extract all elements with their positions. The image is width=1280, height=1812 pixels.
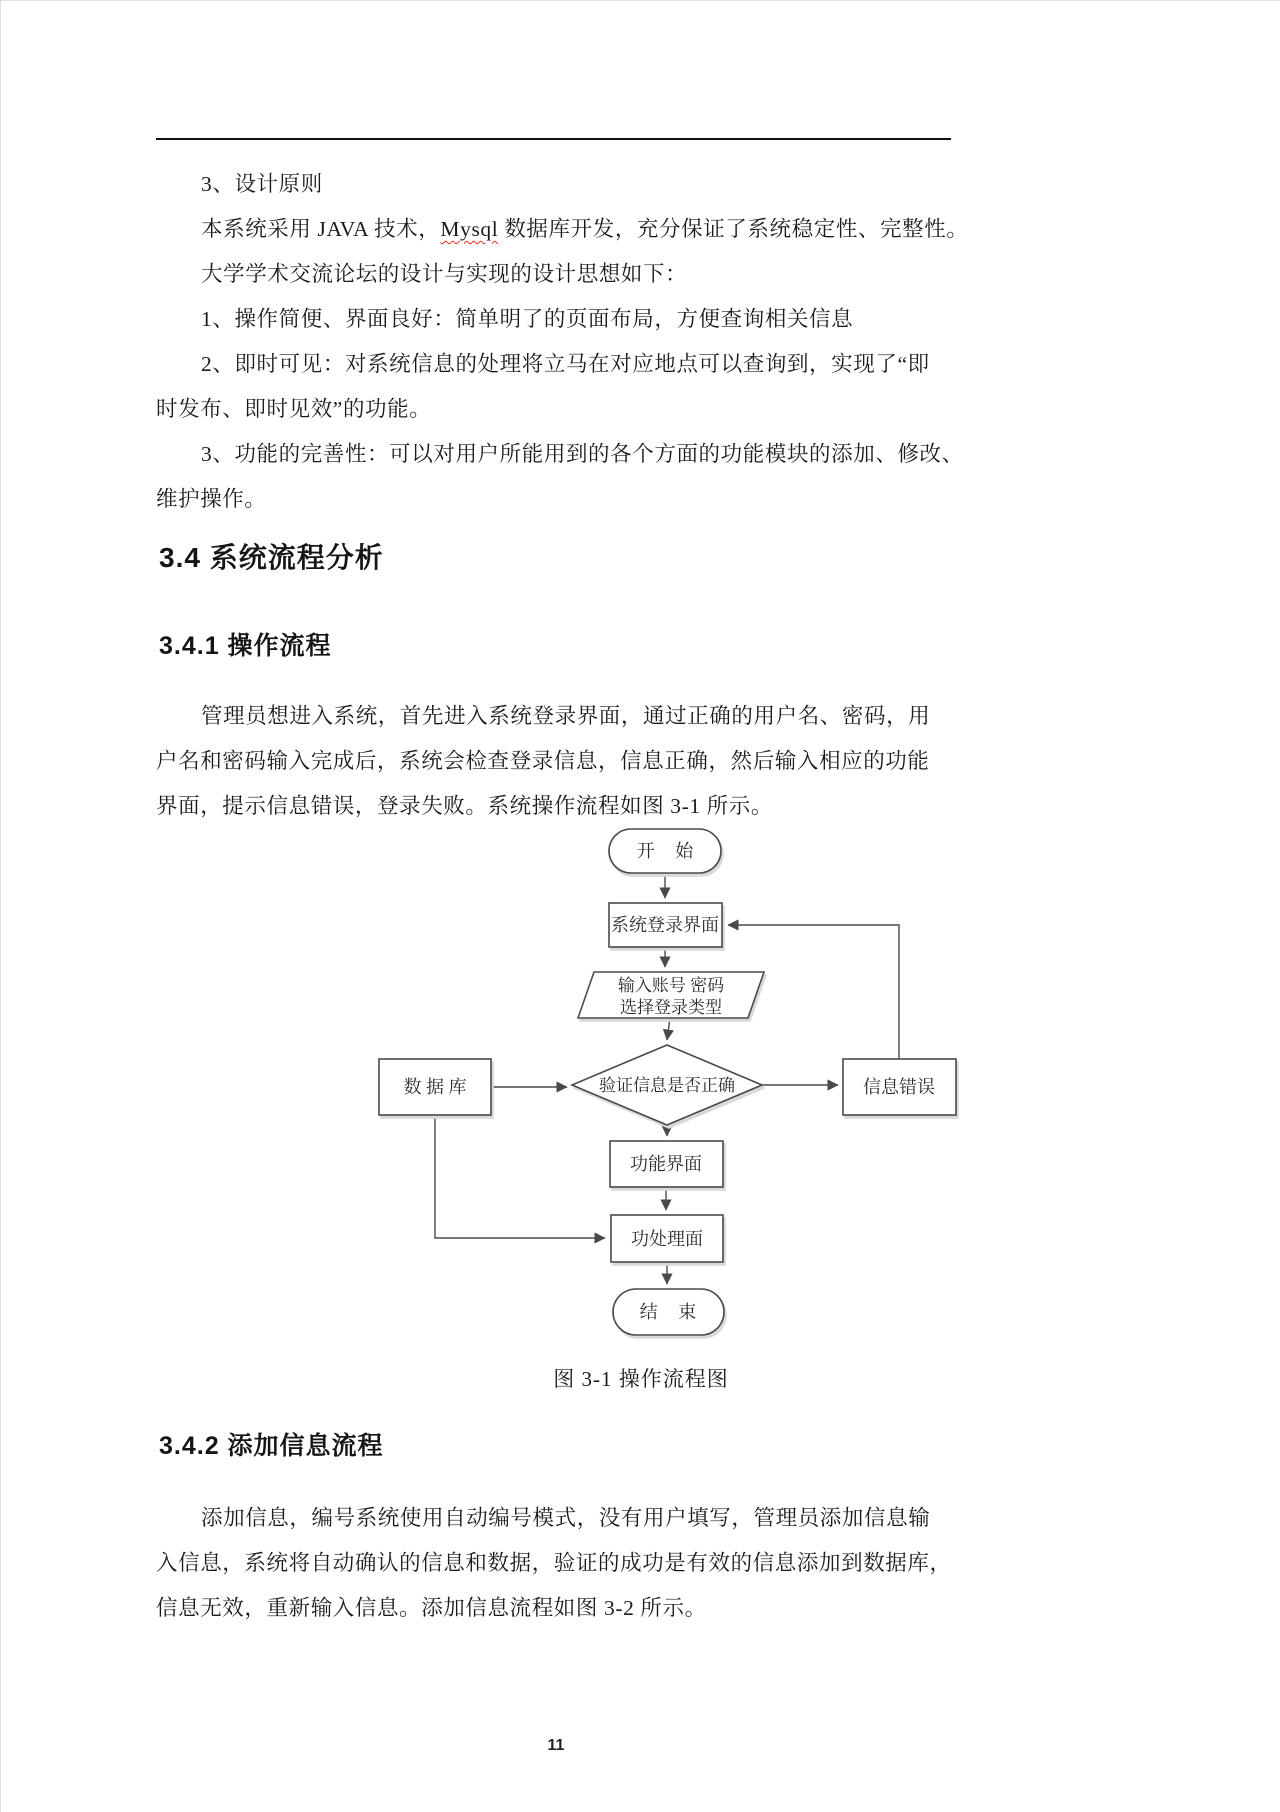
top-rule [156, 138, 951, 140]
flow-node-start-label: 开 始 [636, 841, 702, 861]
para1-line5: 2、即时可见：对系统信息的处理将立马在对应地点可以查询到，实现了“即 [201, 352, 930, 376]
para1-line1: 3、设计原则 [201, 172, 323, 196]
section-heading-3-4-2: 3.4.2 添加信息流程 [159, 1432, 384, 1460]
para2-line1: 管理员想进入系统，首先进入系统登录界面，通过正确的用户名、密码，用 [201, 704, 931, 728]
para1-line8: 维护操作。 [156, 487, 267, 511]
para1-line7: 3、功能的完善性：可以对用户所能用到的各个方面的功能模块的添加、修改、 [201, 442, 964, 466]
para1-line6: 时发布、即时见效”的功能。 [156, 397, 432, 421]
flow-node-end-label: 结 束 [639, 1302, 705, 1322]
section-heading-3-4: 3.4 系统流程分析 [159, 542, 384, 573]
flow-node-login-label: 系统登录界面 [611, 915, 719, 935]
page-number: 11 [547, 1737, 565, 1754]
arrow-input-to-verify [667, 1018, 670, 1040]
para3-line3: 信息无效，重新输入信息。添加信息流程如图 3-2 所示。 [156, 1596, 707, 1620]
operation-flowchart [301, 813, 1001, 1353]
flow-node-input-label-line1: 输入账号 密码 [617, 976, 725, 995]
para1-line2-prefix: 本系统采用 JAVA 技术， [201, 217, 441, 241]
spellcheck-word: Mysql [440, 217, 499, 241]
flow-node-process-label: 功处理面 [631, 1229, 703, 1249]
section-heading-3-4-1: 3.4.1 操作流程 [159, 632, 332, 660]
arrow-database-to-process [435, 1115, 605, 1238]
para3-line1: 添加信息，编号系统使用自动编号模式，没有用户填写，管理员添加信息输 [201, 1506, 931, 1530]
flow-node-error-label: 信息错误 [863, 1077, 935, 1097]
flow-node-input-label-line2: 选择登录类型 [620, 998, 722, 1017]
figure-3-1-caption: 图 3-1 操作流程图 [553, 1367, 729, 1391]
para1-line3: 大学学术交流论坛的设计与实现的设计思想如下： [201, 262, 688, 286]
para1-line2 [201, 214, 1001, 244]
flow-node-database-label: 数 据 库 [403, 1077, 467, 1097]
flow-node-function-label: 功能界面 [630, 1154, 702, 1174]
para2-line3: 界面，提示信息错误，登录失败。系统操作流程如图 3-1 所示。 [156, 794, 774, 818]
para1-line2-suffix: 数据库开发，充分保证了系统稳定性、完整性。 [498, 217, 969, 241]
para1-line4: 1、操作简便、界面良好：简单明了的页面布局，方便查询相关信息 [201, 307, 854, 331]
para2-line2: 户名和密码输入完成后，系统会检查登录信息，信息正确，然后输入相应的功能 [156, 749, 930, 773]
flow-node-verify-label: 验证信息是否正确 [599, 1076, 735, 1095]
para3-line2: 入信息，系统将自动确认的信息和数据，验证的成功是有效的信息添加到数据库， [156, 1551, 952, 1575]
